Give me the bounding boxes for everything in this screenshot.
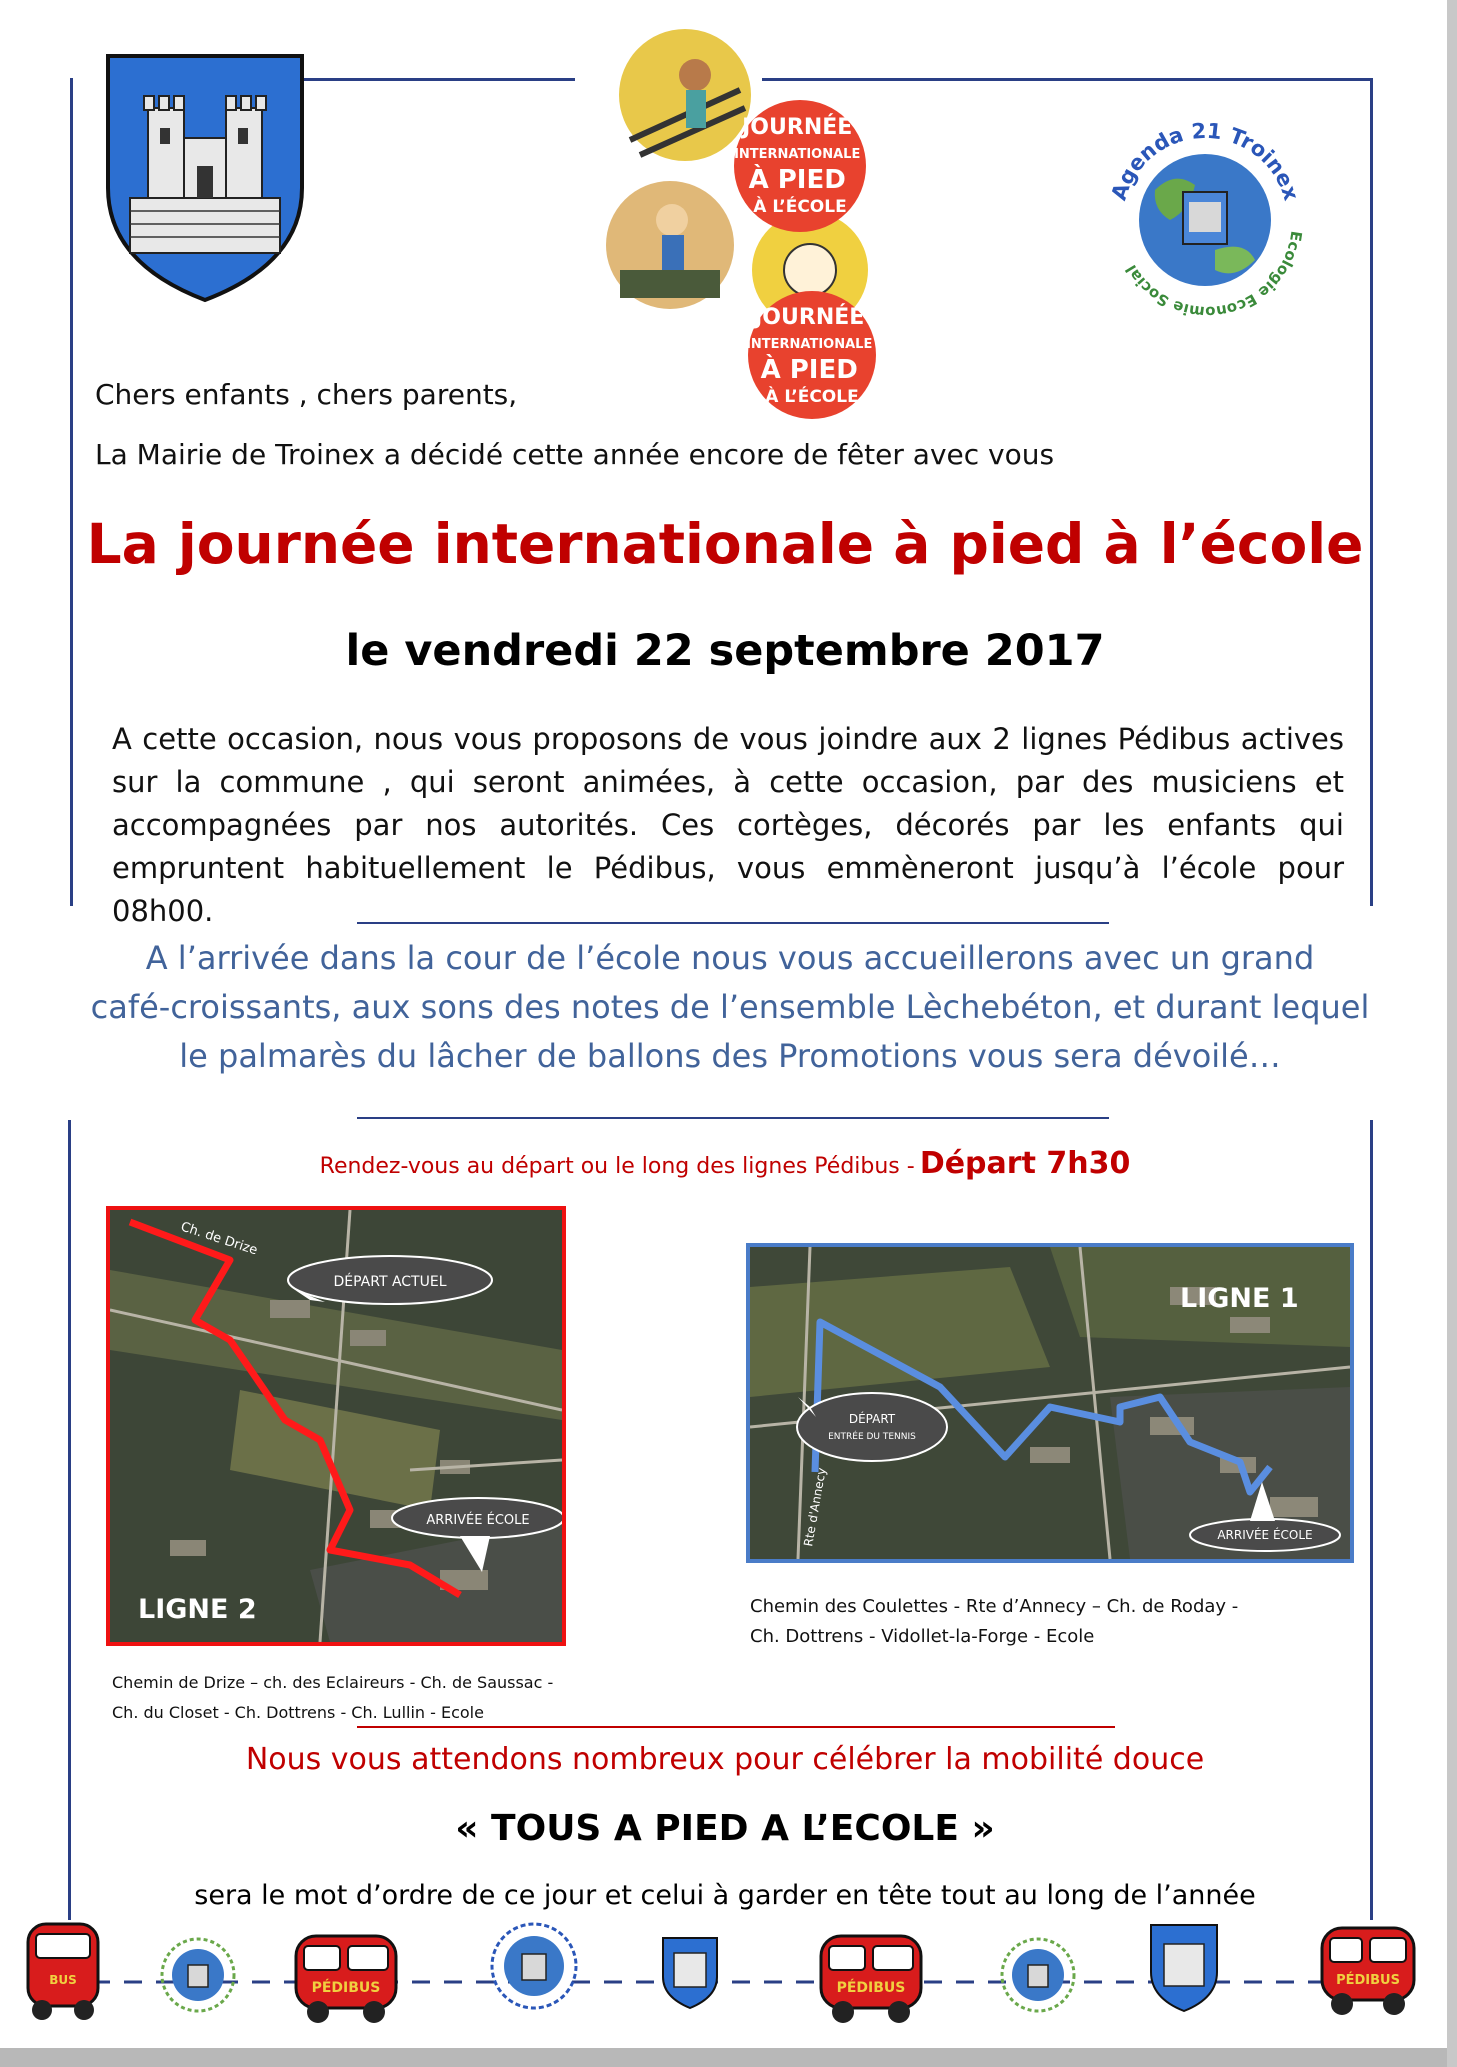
separator-1: [357, 922, 1109, 924]
separator-3: [357, 1726, 1115, 1728]
map-ligne-1: [746, 1243, 1354, 1563]
map-left-label: LIGNE 2: [138, 1594, 257, 1625]
frame-left-upper: [70, 78, 73, 906]
map-left-caption: [112, 1668, 553, 1728]
footer-bus-3: [815, 1928, 927, 2028]
footer-agenda21-2: [486, 1916, 582, 2012]
arrival-line-3: le palmarès du lâcher de ballons des Promotions vous sera dévoilé…: [179, 1037, 1281, 1075]
map-right-bubble-start-1: DÉPART: [848, 1412, 896, 1426]
jipe-text-2b: INTERNATIONALE: [746, 337, 873, 352]
map-left-bubble-start: DÉPART ACTUEL: [333, 1274, 447, 1290]
jipe-text-2: INTERNATIONALE: [734, 147, 861, 162]
frame-right-upper: [1370, 78, 1373, 906]
page-title: La journée internationale à pied à l’école: [86, 512, 1364, 576]
footer-agenda21-3: [998, 1935, 1078, 2015]
page-bottom-edge: [0, 2048, 1457, 2067]
footer-bus-1: [22, 1918, 104, 2022]
map-right-caption-1: Chemin des Coulettes - Rte d’Annecy – Ch. de Roday -: [750, 1596, 1239, 1617]
frame-left-lower: [68, 1120, 71, 1920]
map-left-caption-1: Chemin de Drize – ch. des Eclaireurs - Ch. de Saussac -: [112, 1673, 554, 1692]
map-right-label: LIGNE 1: [1180, 1283, 1299, 1314]
intro-text: La Mairie de Troinex a décidé cette année encore de fêter avec vous: [95, 438, 1055, 471]
rendezvous-line: [80, 1146, 1370, 1181]
map-right-bubble-start-2: ENTRÉE DU TENNIS: [828, 1432, 916, 1442]
map-right-caption: [750, 1592, 1238, 1652]
frame-right-lower: [1370, 1120, 1373, 1920]
troinex-coat-of-arms: [100, 48, 310, 308]
greeting: Chers enfants , chers parents,: [95, 378, 518, 411]
departure-time: Départ 7h30: [919, 1146, 1131, 1181]
slogan: « TOUS A PIED A L’ECOLE »: [455, 1808, 995, 1849]
rendezvous-text: Rendez-vous au départ ou le long des lignes Pédibus -: [319, 1154, 915, 1179]
separator-2: [357, 1117, 1109, 1119]
map-ligne-2: [106, 1206, 566, 1646]
walk-to-school-logos: [590, 20, 880, 420]
closing-text: sera le mot d’ordre de ce jour et celui à garder en tête tout au long de l’année: [194, 1880, 1256, 1911]
footer-bus-1-label: BUS: [49, 1973, 77, 1987]
arrival-text: [40, 934, 1420, 1081]
footer-bus-2: [290, 1928, 402, 2028]
map-left-bubble-end: ARRIVÉE ÉCOLE: [426, 1513, 530, 1528]
map-right-bubble-end: ARRIVÉE ÉCOLE: [1217, 1528, 1313, 1542]
map-right-caption-2: Ch. Dottrens - Vidollet-la-Forge - Ecole: [750, 1626, 1095, 1647]
agenda21-logo: [1095, 110, 1315, 320]
agenda21-subtitle: Ecologie Economie Social: [1121, 229, 1306, 320]
map-right-street: Rte d'Annecy: [801, 1466, 829, 1548]
agenda21-title: Agenda 21 Troinex: [1106, 118, 1304, 204]
footer-agenda21-1: [158, 1935, 238, 2015]
arrival-line-2: café-croissants, aux sons des notes de l’ensemble Lèchebéton, et durant lequel: [90, 988, 1370, 1026]
jipe-text-4b: À L’ÉCOLE: [765, 387, 859, 407]
footer-coat-of-arms-2: [1148, 1922, 1220, 2014]
map-left-street: Ch. de Drize: [178, 1219, 260, 1259]
jipe-text-1: JOURNÉE: [742, 115, 853, 140]
jipe-text-4: À L’ÉCOLE: [753, 197, 847, 217]
slogan-intro: Nous vous attendons nombreux pour célébrer la mobilité douce: [245, 1742, 1205, 1777]
event-description: A cette occasion, nous vous proposons de vous joindre aux 2 lignes Pédibus actives sur la commune , qui seront animées, à cette occasion, par des musiciens et accompagnées par nos autorités. Ces cortèges, décorés par les enfants qui empruntent habituellement le Pédibus, vous emmèneront jusqu’à l’école pour 08h00.: [112, 722, 1344, 928]
map-left-caption-2: Ch. du Closet - Ch. Dottrens - Ch. Lullin - Ecole: [112, 1703, 484, 1722]
arrival-line-1: A l’arrivée dans la cour de l’école nous vous accueillerons avec un grand: [145, 939, 1315, 977]
event-date: le vendredi 22 septembre 2017: [345, 626, 1105, 676]
jipe-text-3: À PIED: [748, 165, 846, 195]
footer-bus-3-label: PÉDIBUS: [836, 1980, 906, 1996]
page-right-edge: [1447, 0, 1457, 2067]
jipe-text-1b: JOURNÉE: [754, 305, 865, 330]
jipe-text-3b: À PIED: [760, 355, 858, 385]
footer-bus-4-label: PÉDIBUS: [1336, 1973, 1400, 1988]
footer-bus-4: [1316, 1920, 1420, 2020]
footer-coat-of-arms-1: [660, 1935, 720, 2011]
footer-bus-2-label: PÉDIBUS: [311, 1980, 381, 1996]
